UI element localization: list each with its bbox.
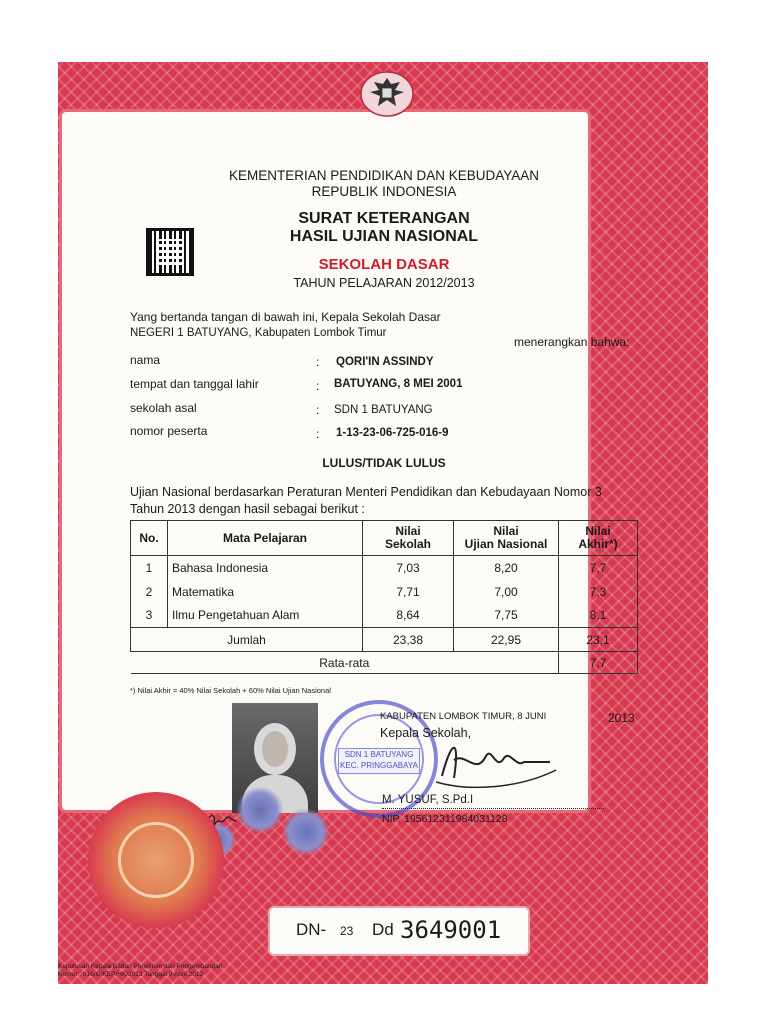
garuda-emblem-icon [360,70,414,118]
total-national-score: 22,95 [454,628,559,652]
student-name: QORI'IN ASSINDY [336,356,434,368]
seal-ring [118,822,194,898]
row-school-score: 7,03 [363,556,454,580]
stamp-line-2: KEC. PRINGGABAYA [340,761,418,770]
colon: : [316,403,320,417]
intro-line-2: NEGERI 1 BATUYANG, Kabupaten Lombok Timur [130,327,387,339]
row-national-score: 7,75 [454,604,559,628]
sign-year: 2013 [608,711,635,725]
footer-line-2: Nomor : 016/G/KEP/HK/2013 Tanggal 9 April 2013 [58,971,204,978]
ministry-name: KEMENTERIAN PENDIDIKAN DAN KEBUDAYAAN [228,168,540,183]
intro-line-3: menerangkan bahwa: [514,335,630,349]
principal-signature [430,732,560,792]
average-row [131,652,638,674]
student-number: 1-13-23-06-725-016-9 [336,427,449,439]
school-label: sekolah asal [130,401,197,415]
colon: : [316,379,320,393]
row-subject: Ilmu Pengetahuan Alam [168,604,363,628]
document-title: SURAT KETERANGAN [298,210,470,227]
total-label: Jumlah [131,628,363,652]
colon: : [316,355,320,369]
row-no: 1 [131,556,168,580]
header-subject: Mata Pelajaran [168,521,363,556]
footer-line-1: Keputusan Kepala Badan Penelitian dan Pengembangan [58,963,223,970]
row-subject: Bahasa Indonesia [168,556,363,580]
fingerprint [236,786,284,834]
security-seal [88,792,224,928]
colon: : [316,427,320,441]
fingerprint [282,808,330,856]
stamp-line-1: SDN 1 BATUYANG [344,750,414,759]
table-header-row [131,521,638,556]
photo-face [254,723,296,775]
intro-line-1: Yang bertanda tangan di bawah ini, Kepala Sekolah Dasar [130,310,441,324]
average-final-score: 7,7 [559,652,638,674]
score-formula-note: *) Nilai Akhir = 40% Nilai Sekolah + 60% Nilai Ujian Nasional [130,686,331,695]
header-no: No. [131,521,168,556]
header-national-score: Nilai Ujian Nasional [454,521,559,556]
pass-status: LULUS/TIDAK LULUS [322,456,446,470]
score-table [130,520,638,674]
total-final-score: 23,1 [559,628,638,652]
principal-name: M. YUSUF, S.Pd.I [382,794,474,806]
basis-line-2: Tahun 2013 dengan hasil sebagai berikut : [130,502,365,516]
document-subtitle: HASIL UJIAN NASIONAL [289,228,479,245]
serial-series: Dd [372,920,394,939]
row-subject: Matematika [168,580,363,604]
total-school-score: 23,38 [363,628,454,652]
qr-code-icon [146,228,194,276]
serial-prefix: DN- [296,920,327,939]
table-row [131,604,638,628]
total-row [131,628,638,652]
row-national-score: 8,20 [454,556,559,580]
name-label: nama [130,353,161,367]
birth-label: tempat dan tanggal lahir [130,377,259,391]
row-school-score: 7,71 [363,580,454,604]
serial-number: 3649001 [400,916,502,944]
header-school-score: Nilai Sekolah [363,521,454,556]
number-label: nomor peserta [130,424,208,438]
header-final-score: Nilai Akhir*) [559,521,638,556]
row-final-score: 7,3 [559,580,638,604]
sign-position: Kepala Sekolah, [380,726,472,740]
row-no: 3 [131,604,168,628]
sign-place-date: KABUPATEN LOMBOK TIMUR, 8 JUNI [380,711,547,722]
row-no: 2 [131,580,168,604]
school-level: SEKOLAH DASAR [318,256,450,273]
row-final-score: 8,1 [559,604,638,628]
signature-divider [382,808,604,809]
academic-year: TAHUN PELAJARAN 2012/2013 [293,276,475,290]
row-final-score: 7,7 [559,556,638,580]
basis-line-1: Ujian Nasional berdasarkan Peraturan Menteri Pendidikan dan Kebudayaan Nomor 3 [130,485,602,499]
average-label: Rata-rata [131,652,559,674]
stamp-band [338,748,420,774]
student-birth: BATUYANG, 8 MEI 2001 [334,378,463,390]
row-national-score: 7,00 [454,580,559,604]
table-row [131,556,638,580]
student-school: SDN 1 BATUYANG [334,404,433,416]
row-school-score: 8,64 [363,604,454,628]
legal-footer [58,963,222,979]
country-name: REPUBLIK INDONESIA [311,184,457,199]
principal-nip: NIP. 195612311984031128 [382,813,508,825]
serial-code: 23 [340,924,354,938]
table-row [131,580,638,604]
